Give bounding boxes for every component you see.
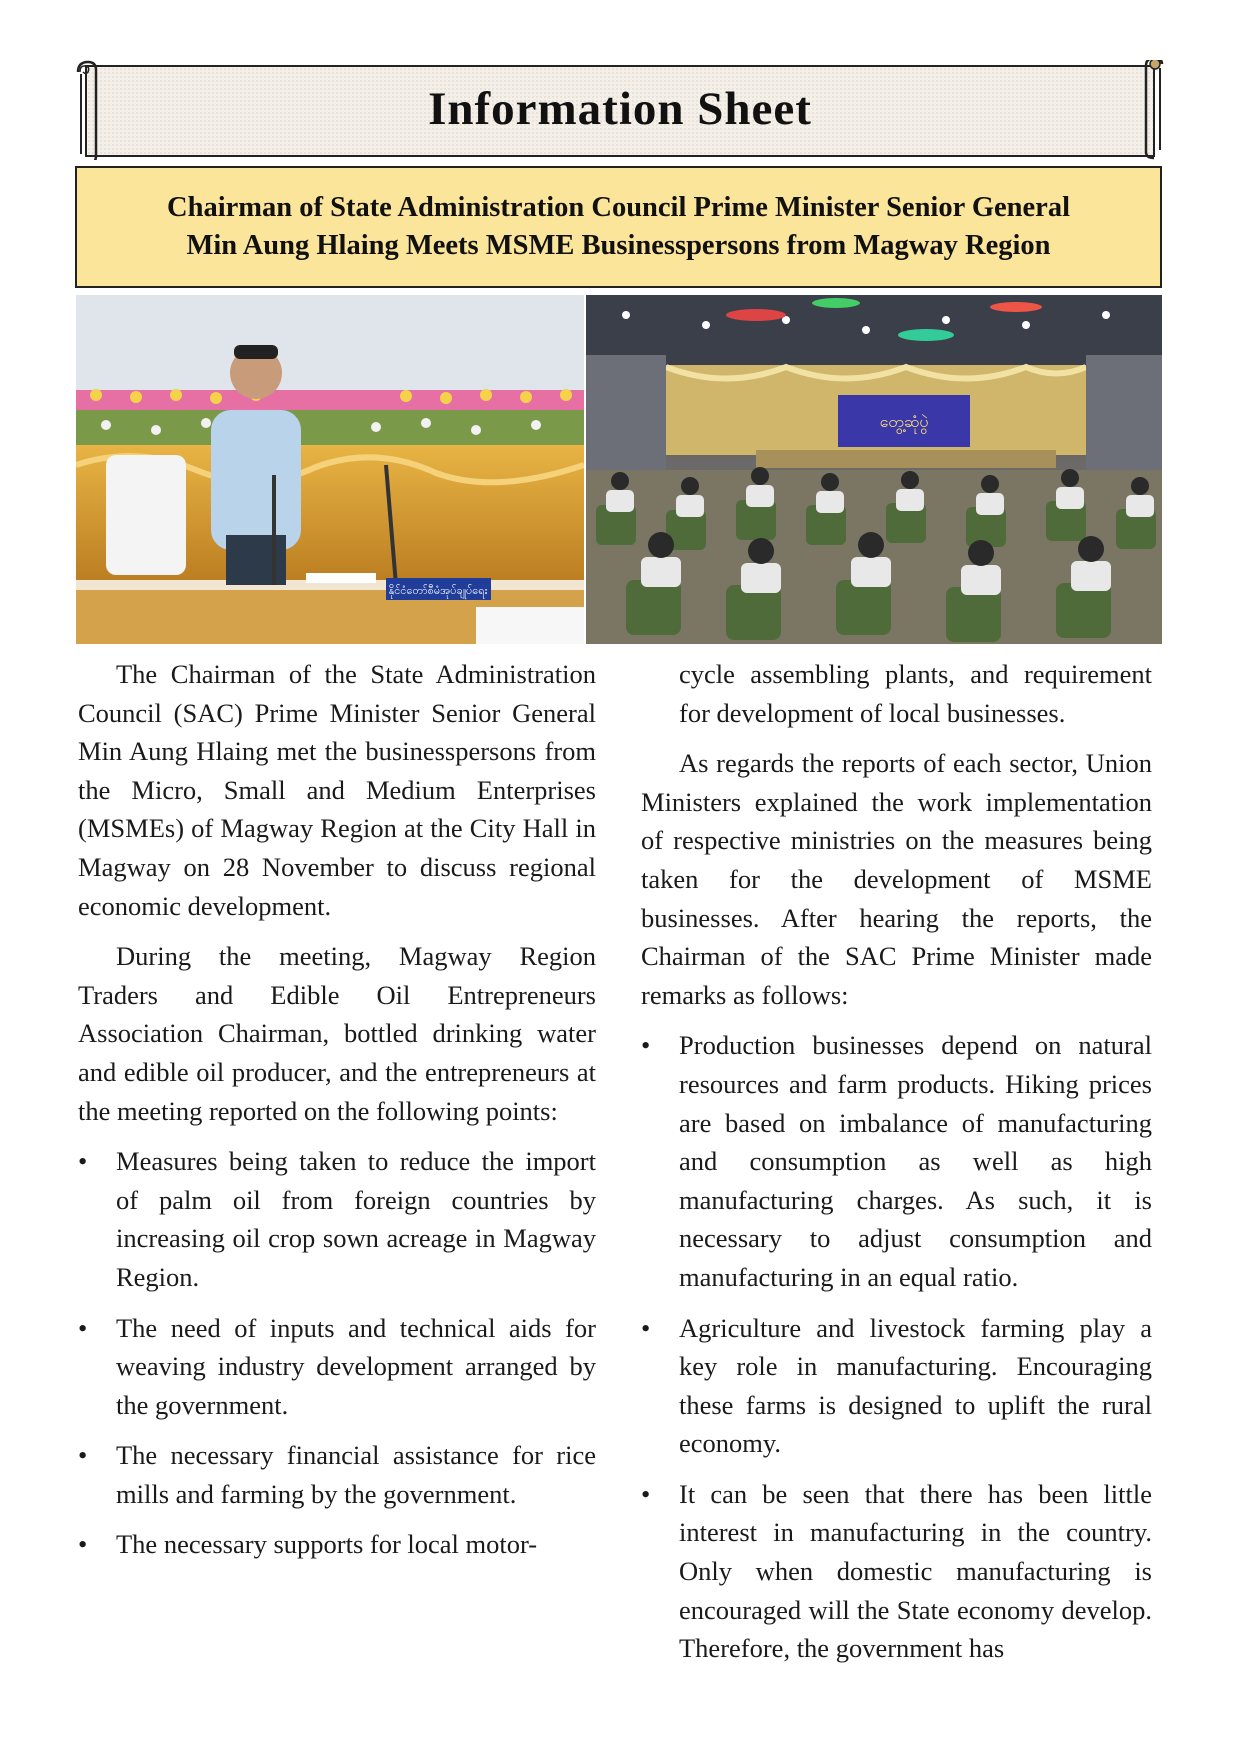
headline-line-2: Min Aung Hlaing Meets MSME Businesspersons from Magway Region	[186, 230, 1051, 261]
bullet-icon: •	[78, 1312, 88, 1343]
list-item	[78, 1525, 596, 1564]
photo-audience	[586, 295, 1162, 644]
bullet-icon: •	[641, 1030, 651, 1061]
right-bullet-list	[641, 1026, 1152, 1668]
list-item-text: The need of inputs and technical aids for weaving industry development arranged by the government.	[116, 1312, 596, 1420]
left-paragraph-1: The Chairman of the State Administration Council (SAC) Prime Minister Senior General Min Aung Hlaing met the businesspersons from the Micro, Small and Medium Enterprises (MSMEs) of Magway Region at the City Hall in Magway on 28 November to discuss regional economic development.	[78, 659, 596, 921]
page-title: Information Sheet	[428, 83, 812, 135]
bullet-icon: •	[641, 1478, 651, 1509]
right-paragraph-1: As regards the reports of each sector, Union Ministers explained the work implementation of respective ministries on the measures being taken for the development of MSME businesses. After hearing the reports, the Chairman of the SAC Prime Minister made remarks as follows:	[641, 748, 1152, 1010]
list-item	[78, 1142, 596, 1296]
list-item-text: The necessary supports for local motor-	[116, 1529, 538, 1560]
list-item-text: Production businesses depend on natural resources and farm products. Hiking prices are based on imbalance of manufacturing and consumption as well as high manufacturing charges. As such, it is necessary to adjust consumption and manufacturing in an equal ratio.	[679, 1030, 1152, 1292]
bullet-icon: •	[78, 1529, 88, 1560]
bullet-icon: •	[78, 1440, 88, 1471]
nameplate-text: နိုင်ငံတော်စီမံအုပ်ချုပ်ရေး	[388, 584, 488, 597]
left-bullet-list	[78, 1142, 596, 1564]
left-column	[78, 655, 596, 1576]
bullet-icon: •	[641, 1312, 651, 1343]
title-banner	[76, 60, 1164, 160]
list-item-text: The necessary financial assistance for rice mills and farming by the government.	[116, 1440, 596, 1509]
bullet-icon: •	[78, 1146, 88, 1177]
list-item-text: It can be seen that there has been little interest in manufacturing in the country. Only when domestic manufacturing is encouraged will the State economy develop. Therefore, the government has	[679, 1478, 1152, 1664]
headline-line-1: Chairman of State Administration Council Prime Minister Senior General	[167, 192, 1070, 223]
list-item	[641, 1309, 1152, 1463]
list-item	[78, 1436, 596, 1513]
right-continuation: cycle assembling plants, and requirement for development of local businesses.	[679, 659, 1152, 728]
headline-box	[75, 166, 1162, 288]
photo-speaker	[76, 295, 584, 644]
list-item	[78, 1309, 596, 1425]
screen-text: တွေ့ဆုံပွဲ	[879, 412, 929, 431]
right-column	[641, 655, 1152, 1680]
list-item-text: Measures being taken to reduce the import of palm oil from foreign countries by increasing oil crop sown acreage in Magway Region.	[116, 1146, 596, 1292]
list-item	[641, 1475, 1152, 1668]
left-paragraph-2: During the meeting, Magway Region Traders and Edible Oil Entrepreneurs Association Chairman, bottled drinking water and edible oil producer, and the entrepreneurs at the meeting reported on the following points:	[78, 941, 596, 1126]
list-item-text: Agriculture and livestock farming play a key role in manufacturing. Encouraging these farms is designed to uplift the rural economy.	[679, 1312, 1152, 1459]
list-item	[641, 1026, 1152, 1296]
